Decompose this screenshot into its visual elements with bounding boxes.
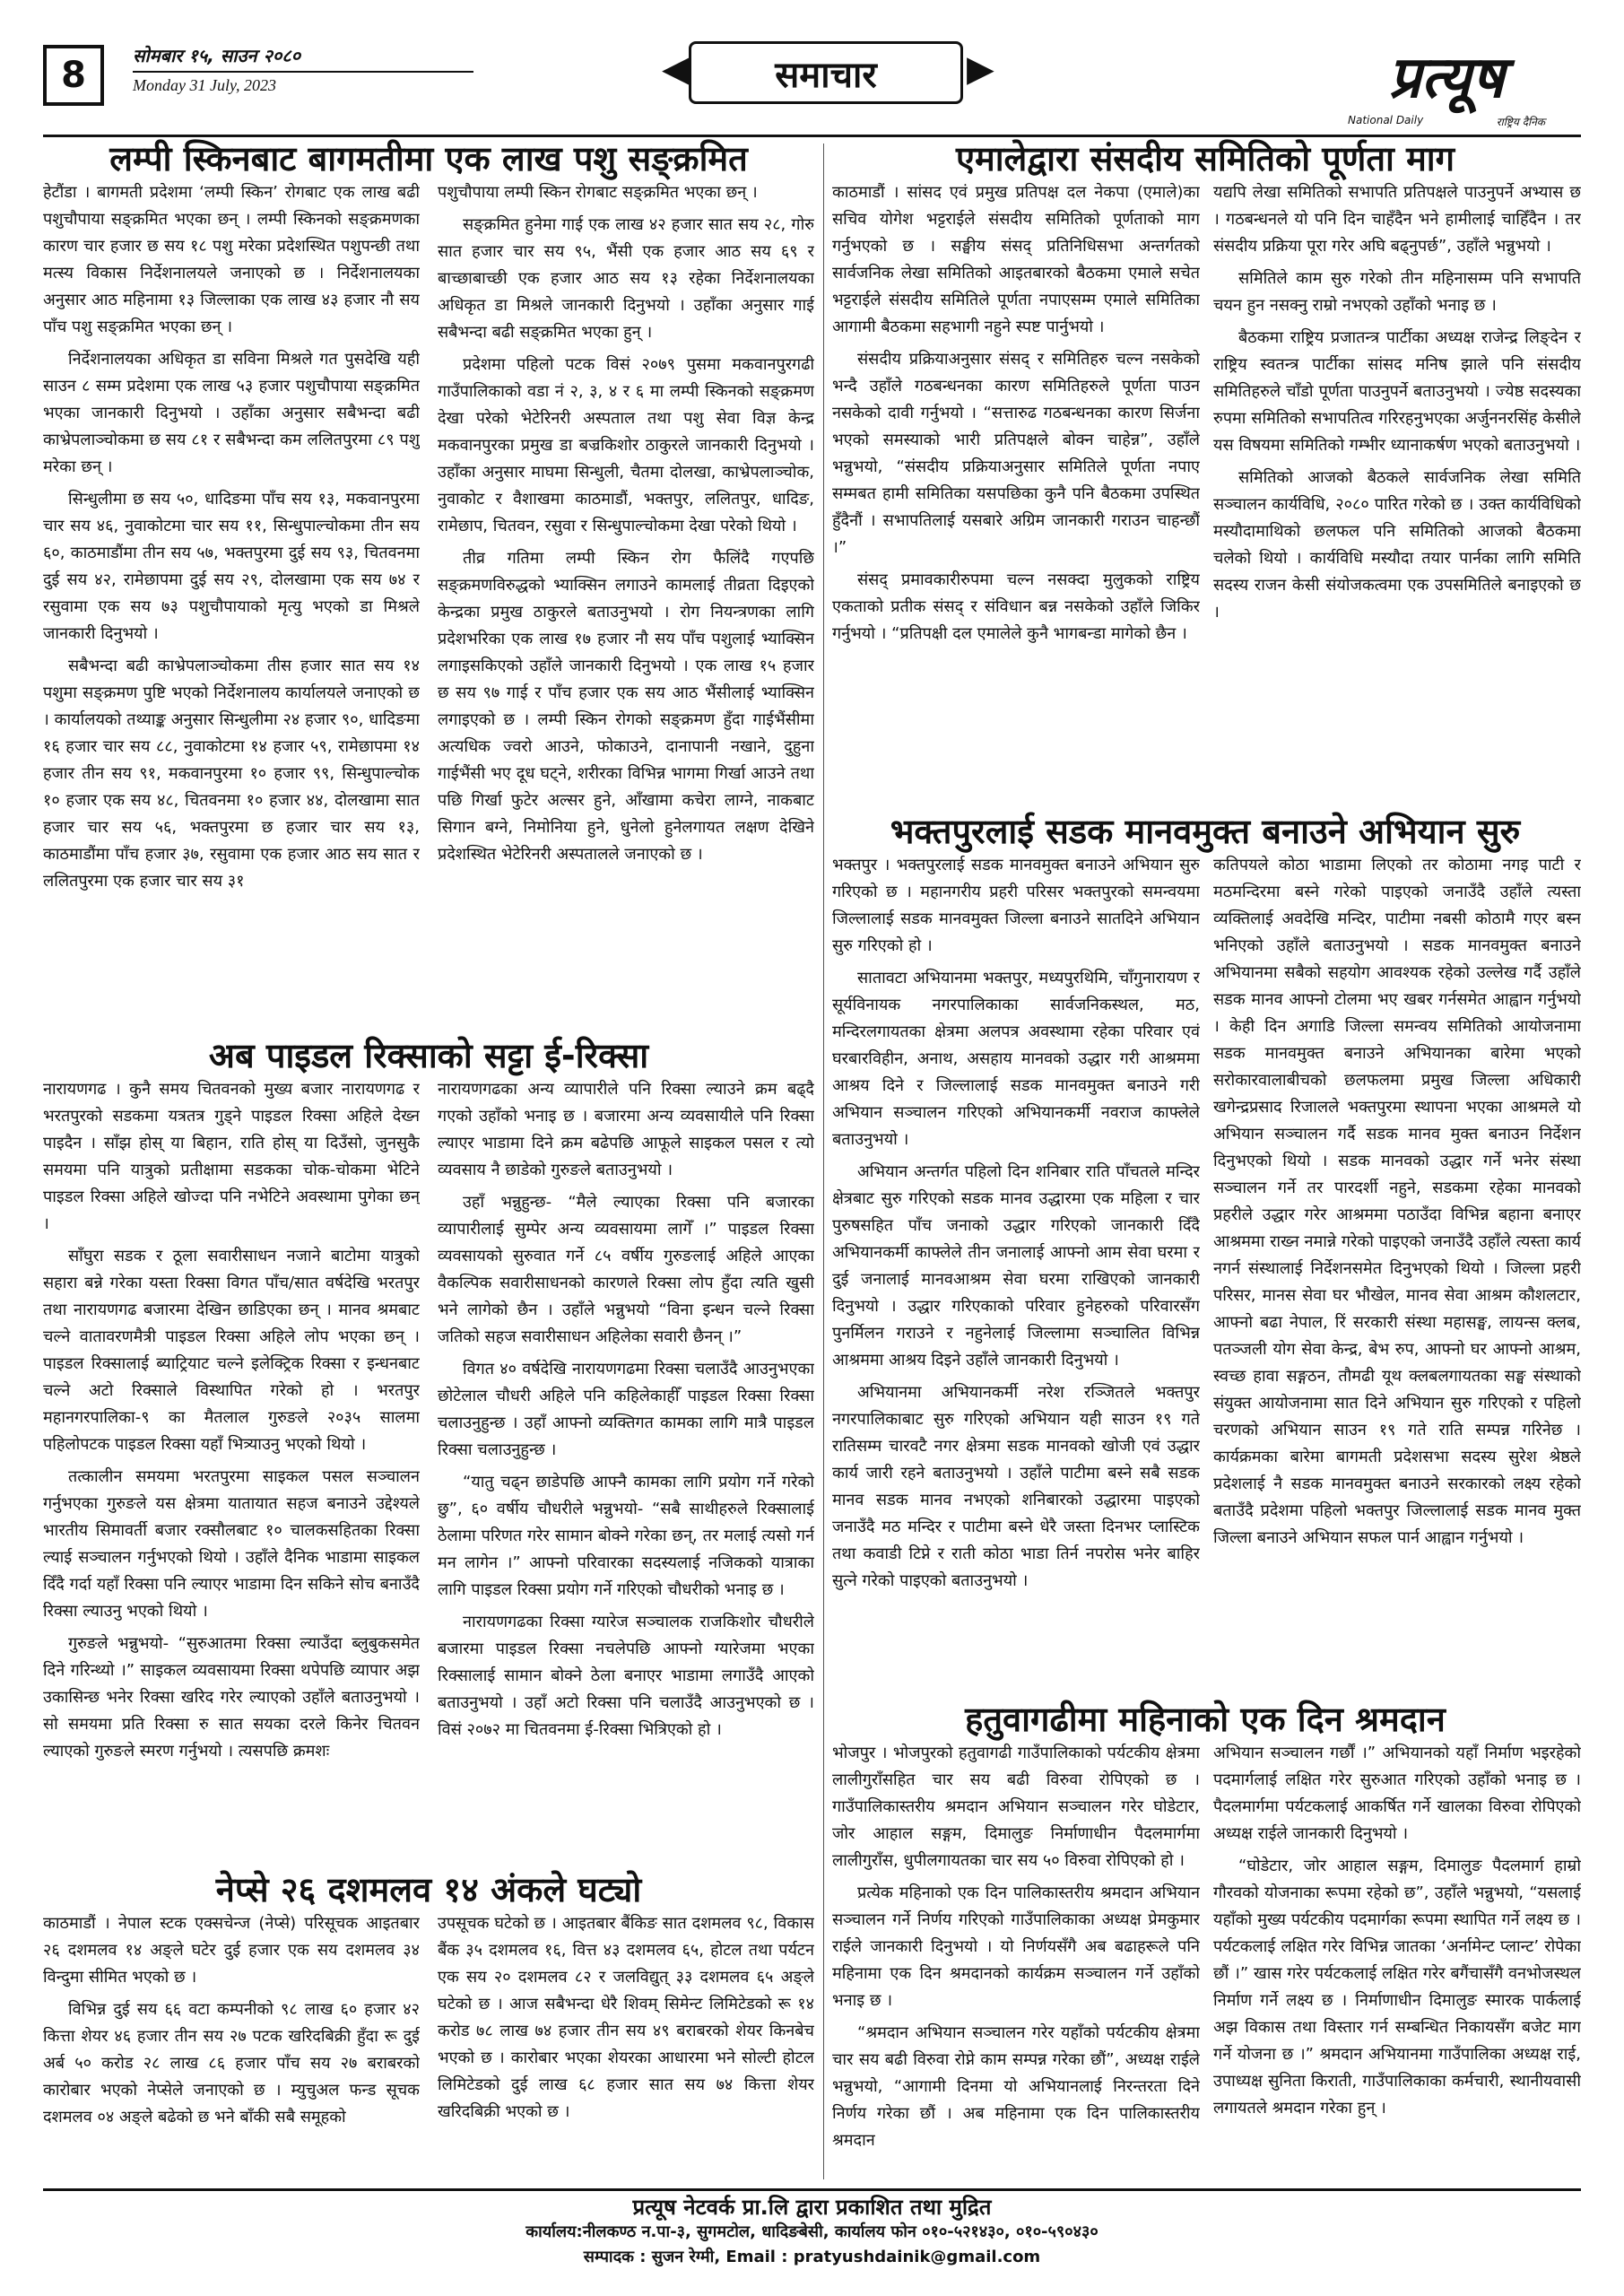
article-headline: अब पाइडल रिक्साको सट्टा ई-रिक्सा (208, 1036, 649, 1075)
paragraph: साँघुरा सडक र ठूला सवारीसाधन नजाने बाटोमा यात्रुको सहारा बन्ने गरेका यस्ता रिक्सा विगत पाँच/सात वर्षदेखि भरतपुर तथा नारायणगढ बजारमा देखिन छाडिएका छन् । मानव श्रमबाट चल्ने वातावरणमैत्री पाइडल रिक्सा अहिले लोप भएका छन् । पाइडल रिक्सालाई ब्याट्रियाट चल्ने इलेक्ट्रिक रिक्सा र इन्धनबाट चल्ने अटो रिक्साले विस्थापित गरेको हो । भरतपुर महानगरपालिका-९ का मैतलाल गुरुङले २०३५ सालमा पहिलोपटक पाइडल रिक्सा यहाँ भित्र्याउनु भएको थियो । (43, 1247, 420, 1454)
paragraph: नारायणगढका रिक्सा ग्यारेज सञ्चालक राजकिशोर चौधरीले बजारमा पाइडल रिक्सा नचलेपछि आफ्नो ग्यारेजमा भएका रिक्सालाई सामान बोक्ने ठेला बनाएर भाडामा लगाउँदै आएको बताउनुभयो । उहाँ अटो रिक्सा पनि चलाउँदै आउनुभएको छ । विसं २०७२ मा चितवनमा ई-रिक्सा भित्रिएको हो । (438, 1613, 814, 1739)
article-headline: एमालेद्वारा संसदीय समितिको पूर्णता माग (955, 139, 1455, 178)
article-body-bhaktapur-col1 (832, 852, 1200, 1695)
paragraph: भक्तपुर । भक्तपुरलाई सडक मानवमुक्त बनाउने अभियान सुरु गरिएको छ । महानगरीय प्रहरी परिसर भक्तपुरको समन्वयमा जिल्लालाई सडक मानवमुक्त जिल्ला बनाउने सातदिने अभियान सुरु गरिएको हो । (832, 856, 1200, 955)
article-body-lumpy-col2 (438, 179, 814, 1058)
article-headline: हतुवागढीमा महिनाको एक दिन श्रमदान (965, 1700, 1446, 1739)
paragraph: विभिन्न दुई सय ६६ वटा कम्पनीको ९८ लाख ६० हजार ४२ कित्ता शेयर ४६ हजार तीन सय २७ पटक खरिदबिक्री हुँदा रू दुई अर्ब ५० करोड २८ लाख ८६ हजार पाँच सय २७ बराबरको कारोबार भएको नेप्सेले जनाएको छ । म्युचुअल फन्ड सूचक दशमलव ०४ अङ्ले बढेको छ भने बाँकी सबै समूहको (43, 2000, 420, 2126)
paragraph: नारायणगढका अन्य व्यापारीले पनि रिक्सा ल्याउने क्रम बढ्दै गएको उहाँको भनाइ छ । बजारमा अन्य व्यवसायीले पनि रिक्सा ल्याएर भाडामा दिने क्रम बढेपछि आफूले साइकल पसल र त्यो व्यवसाय नै छाडेको गुरुङले बताउनुभयो । (438, 1080, 814, 1179)
arrow-right-icon: ▶ (967, 48, 994, 90)
article-body-hatuwagadhi-col2 (1213, 1740, 1581, 2179)
paragraph: “यातु चढ्न छाडेपछि आफ्नै कामका लागि प्रयोग गर्ने गरेको छु”, ६० वर्षीय चौधरीले भन्नुभयो- “सबै साथीहरुले रिक्सालाई ठेलामा परिणत गरेर सामान बोक्ने गरेका छन्, तर मलाई त्यसो गर्न मन लागेन ।” आफ्नो परिवारका सदस्यलाई नजिकको यात्राका लागि पाइडल रिक्सा प्रयोग गर्ने गरिएको चौधरीको भनाइ छ । (438, 1473, 814, 1599)
column-divider (823, 144, 824, 2179)
paragraph: “श्रमदान अभियान सञ्चालन गरेर यहाँको पर्यटकीय क्षेत्रमा चार सय बढी विरुवा रोप्ने काम सम्पन्न गरेका छौं”, अध्यक्ष राईले भन्नुभयो, “आगामी दिनमा यो अभियानलाई निरन्तरता दिने निर्णय गरेका छौं । अब महिनामा एक दिन पालिकास्तरीय श्रमदान (832, 2023, 1200, 2150)
article-body-hatuwagadhi-col1 (832, 1740, 1200, 2179)
paragraph: “घोडेटार, जोर आहाल सङ्गम, दिमालुङ पैदलमार्ग हाम्रो गौरवको योजनाका रूपमा रहेको छ”, उहाँले भन्नुभयो, “यसलाई यहाँको मुख्य पर्यटकीय पदमार्गका रूपमा स्थापित गर्ने लक्ष्य छ । पर्यटकलाई लक्षित गरेर विभिन्न जातका ‘अर्नामेन्ट प्लान्ट’ रोपेका छौं ।” खास गरेर पर्यटकलाई लक्षित गरेर बगैंचासँगै वनभोजस्थल निर्माण गर्ने लक्ष्य छ । निर्माणाधीन दिमालुङ स्मारक पार्कलाई अझ विकास तथा विस्तार गर्न सम्बन्धित निकायसँग बजेट माग गर्ने योजना छ ।” श्रमदान अभियानमा गाउँपालिका अध्यक्ष राई, उपाध्यक्ष सुनिता किराती, गाउँपालिकाका कर्मचारी, स्थानीयवासी लगायतले श्रमदान गरेका हुन् । (1213, 1857, 1581, 2118)
paragraph: उहाँ भन्नुहुन्छ- “मैले ल्याएका रिक्सा पनि बजारका व्यापारीलाई सुम्पेर अन्य व्यवसायमा लागेँ ।” पाइडल रिक्सा व्यवसायको सुरुवात गर्ने ८५ वर्षीय गुरुङलाई अहिले आएका वैकल्पिक सवारीसाधनको कारणले रिक्सा लोप हुँदा त्यति खुसी भने लागेको छैन । उहाँले भन्नुभयो “विना इन्धन चल्ने रिक्सा जतिको सहज सवारीसाधन अहिलेका सवारी छैनन् ।” (438, 1193, 814, 1346)
paragraph: समितिको आजको बैठकले सार्वजनिक लेखा समिति सञ्चालन कार्यविधि, २०८० पारित गरेको छ । उक्त कार्यविधिको मस्यौदामाथिको छलफल पनि समितिको आजको बैठकमा चलेको थियो । कार्यविधि मस्यौदा तयार पार्नका लागि समिति सदस्य राजन केसी संयोजकत्वमा एक उपसमितिले बनाइएको छ । (1213, 468, 1581, 622)
page-header (43, 36, 1581, 133)
arrow-left-icon: ◀ (662, 48, 690, 90)
paragraph: सातावटा अभियानमा भक्तपुर, मध्यपुरथिमि, चाँगुनारायण र सूर्यविनायक नगरपालिकाका सार्वजनिकस्थल, मठ, मन्दिरलगायतका क्षेत्रमा अलपत्र अवस्थामा रहेका परिवार एवं घरबारविहीन, अनाथ, असहाय मानवको उद्धार गरी आश्रममा आश्रय दिने र जिल्लालाई सडक मानवमुक्त बनाउने गरी अभियान सञ्चालन गरिएको अभियानकर्मी नवराज काफ्लेले बताउनुभयो । (832, 969, 1200, 1149)
paragraph: बैठकमा राष्ट्रिय प्रजातन्त्र पार्टीका अध्यक्ष राजेन्द्र लिङ्देन र राष्ट्रिय स्वतन्त्र पार्टीका सांसद मनिष झाले पनि संसदीय समितिहरुले चाँडो पूर्णता पाउनुपर्ने बताउनुभयो । ज्येष्ठ सदस्यका रुपमा समितिको सभापतित्व गरिरहनुभएका अर्जुननरसिंह केसीले यस विषयमा समितिको गम्भीर ध्यानाकर्षण भएको बताउनुभयो । (1213, 328, 1581, 455)
paragraph: कतिपयले कोठा भाडामा लिएको तर कोठामा नगइ पाटी र मठमन्दिरमा बस्ने गरेको पाइएको जनाउँदै उहाँले त्यस्ता व्यक्तिलाई अवदेखि मन्दिर, पाटीमा नबसी कोठामै गएर बस्न भनिएको उहाँले बताउनुभयो । सडक मानवमुक्त बनाउने अभियानमा सबैको सहयोग आवश्यक रहेको उल्लेख गर्दै उहाँले सडक मानव आफ्नो टोलमा भए खबर गर्नसमेत आह्वान गर्नुभयो । केही दिन अगाडि जिल्ला समन्वय समितिको आयोजनामा सडक मानवमुक्त बनाउने अभियानका बारेमा भएको सरोकारवालाबीचको छलफलमा प्रमुख जिल्ला अधिकारी खगेन्द्रप्रसाद रिजालले भक्तपुरमा स्थापना भएका आश्रमले यो अभियान सञ्चालन गर्दै सडक मानव मुक्त बनाउन निर्देशन दिनुभएको थियो । सडक मानवको उद्धार गर्ने भनेर संस्था सञ्चालन गर्ने तर पारदर्शी नहुने, सडकमा रहेका मानवको प्रहरीले उद्धार गरेर आश्रममा पठाउँदा विभिन्न बहाना बनाएर आश्रममा राख्न नमान्ने गरेको पाइएको जनाउँदै उहाँले त्यस्ता कार्य नगर्न संस्थालाई निर्देशनसमेत दिनुभएको थियो । जिल्ला प्रहरी परिसर, मानस सेवा घर भौखेल, मानव सेवा आश्रम कौशलटार, आफ्नो बढा नेपाल, रिं सरकारी संस्था महासङ्घ, लायन्स क्लब, पतञ्जली योग सेवा केन्द्र, बेभ रुप, आफ्नो घर आफ्नो आश्रम, स्वच्छ हावा सङ्गठन, तौमढी यूथ क्लबलगायतका सङ्घ संस्थाको संयुक्त आयोजनामा सात दिने अभियान सुरु गरिएको र पहिलो चरणको अभियान साउन १९ गते राति सम्पन्न गरिनेछ । कार्यक्रमका बारेमा बागमती प्रदेशसभा सदस्य सुरेश श्रेष्ठले प्रदेशलाई नै सडक मानवमुक्त बनाउने सरकारको लक्ष्य रहेको बताउँदै प्रदेशमा पहिलो भक्तपुर जिल्लालाई सडक मानव मुक्त जिल्ला बनाउने अभियान सफल पार्न आह्वान गर्नुभयो । (1213, 856, 1581, 1547)
paragraph: प्रत्येक महिनाको एक दिन पालिकास्तरीय श्रमदान अभियान सञ्चालन गर्ने निर्णय गरिएको गाउँपालिकाका अध्यक्ष प्रेमकुमार राईले जानकारी दिनुभयो । यो निर्णयसँगै अब बढाहरूले पनि महिनामा एक दिन श्रमदानको कार्यक्रम सञ्चालन गर्ने उहाँको भनाइ छ । (832, 1883, 1200, 2010)
masthead-tag-np: राष्ट्रिय दैनिक (1496, 116, 1545, 128)
footer-publisher: प्रत्यूष नेटवर्क प्रा.लि द्वारा प्रकाशित तथा मुद्रित (632, 2195, 992, 2220)
paragraph: यद्यपि लेखा समितिको सभापति प्रतिपक्षले पाउनुपर्ने अभ्यास छ । गठबन्धनले यो पनि दिन चाहँदैन भने हामीलाई चाहिँदैन । तर संसदीय प्रक्रिया पूरा गरेर अघि बढ्नुपर्छ”, उहाँले भन्नुभयो । (1213, 183, 1581, 256)
section-label: समाचार (689, 41, 963, 104)
paragraph: सङ्क्रमित हुनेमा गाई एक लाख ४२ हजार सात सय २८, गोरु सात हजार चार सय ९५, भैंसी एक हजार आठ सय ६९ र बाच्छाबाच्छी एक हजार आठ सय १३ रहेका निर्देशनालयका अधिकृत डा मिश्रले जानकारी दिनुभयो । उहाँका अनुसार गाई सबैभन्दा बढी सङ्क्रमित भएका हुन् । (438, 215, 814, 342)
paragraph: गुरुङले भन्नुभयो- “सुरुआतमा रिक्सा ल्याउँदा ब्लुबुकसमेत दिने गरिन्थ्यो ।” साइकल व्यवसायमा रिक्सा थपेपछि व्यापार अझ उकासिन्छ भनेर रिक्सा खरिद गरेर ल्याएको उहाँले बताउनुभयो । सो समयमा प्रति रिक्सा रु सात सयका दरले किनेर चितवन ल्याएको गुरुङले स्मरण गर्नुभयो । त्यसपछि क्रमशः (43, 1634, 420, 1761)
masthead-name: प्रत्यूष (1388, 44, 1505, 111)
date-nepali: सोमबार १५, साउन २०८० (133, 43, 473, 73)
article-body-nepse-col2 (438, 1910, 814, 2179)
paragraph: नारायणगढ । कुनै समय चितवनको मुख्य बजार नारायणगढ र भरतपुरको सडकमा यत्रतत्र गुड्ने पाइडल रिक्सा अहिले देख्न पाइदैन । साँझ होस् या बिहान, राति होस् या दिउँसो, जुनसुकै समयमा पनि यात्रुको प्रतीक्षामा सडकका चोक-चोकमा भेटिने पाइडल रिक्सा अहिले खोज्दा पनि नभेटिने अवस्थामा पुगेका छन् । (43, 1080, 420, 1233)
paragraph: तीव्र गतिमा लम्पी स्किन रोग फैलिंदै गएपछि सङ्क्रमणविरुद्धको भ्याक्सिन लगाउने कामलाई तीव्रता दिइएको केन्द्रका प्रमुख ठाकुरले बताउनुभयो । रोग नियन्त्रणका लागि प्रदेशभरिका एक लाख १७ हजार नौ सय पाँच पशुलाई भ्याक्सिन लगाइसकिएको उहाँले जानकारी दिनुभयो । एक लाख १५ हजार छ सय ९७ गाई र पाँच हजार एक सय आठ भैंसीलाई भ्याक्सिन लगाइएको छ । लम्पी स्किन रोगको सङ्क्रमण हुँदा गाईभैंसीमा अत्यधिक ज्वरो आउने, फोकाउने, दानापानी नखाने, दुहुना गाईभैंसी भए दूध घट्ने, शरीरका विभिन्न भागमा गिर्खा आउने तथा पछि गिर्खा फुटेर अल्सर हुने, आँखामा कचेरा लाग्ने, नाकबाट सिगान बग्ने, निमोनिया हुने, धुनेलो हुनेलगायत लक्षण देखिने प्रदेशस्थित भेटेरिनरी अस्पतालले जनाएको छ । (438, 549, 814, 864)
paragraph: विगत ४० वर्षदेखि नारायणगढमा रिक्सा चलाउँदै आउनुभएका छोटेलाल चौधरी अहिले पनि कहिलेकाहीँ पाइडल रिक्सा रिक्सा चलाउनुहुन्छ । उहाँ आफ्नो व्यक्तिगत कामका लागि मात्रै पाइडल रिक्सा चलाउनुहुन्छ । (438, 1360, 814, 1459)
paragraph: अभियानमा अभियानकर्मी नरेश रञ्जितले भक्तपुर नगरपालिकाबाट सुरु गरिएको अभियान यही साउन १९ गते रातिसम्म चारवटै नगर क्षेत्रमा सडक मानवको खोजी एवं उद्धार कार्य जारी रहने बताउनुभयो । उहाँले पाटीमा बस्ने सबै सडक मानव सडक मानव नभएको शनिबारको उद्धारमा पाइएको जनाउँदै मठ मन्दिर र पाटीमा बस्ने धेरै जस्ता दिनभर प्लास्टिक तथा कवाडी टिप्ने र राती कोठा भाडा तिर्न नपरोस भनेर बाहिर सुत्ने गरेको पाइएको बताउनुभयो । (832, 1383, 1200, 1590)
masthead-tag-en: National Daily (1348, 114, 1424, 126)
article-body-uml-col1 (832, 179, 1200, 807)
footer-editor: सम्पादक : सुजन रेग्मी, Email : pratyushdainik@gmail.com (583, 2248, 1041, 2266)
paragraph: निर्देशनालयका अधिकृत डा सविना मिश्रले गत पुसदेखि यही साउन ८ सम्म प्रदेशमा एक लाख ५३ हजार पशुचौपाया सङ्क्रमित भएका जानकारी दिनुभयो । उहाँका अनुसार सबैभन्दा बढी काभ्रेपलाञ्चोकमा छ सय ८१ र सबैभन्दा कम ललितपुरमा ८९ पशु मरेका छन् । (43, 350, 420, 476)
paragraph: हेटौंडा । बागमती प्रदेशमा ‘लम्पी स्किन’ रोगबाट एक लाख बढी पशुचौपाया सङ्क्रमित भएका छन् । लम्पी स्किनको सङ्क्रमणका कारण चार हजार छ सय १८ पशु मरेका प्रदेशस्थित पशुपन्छी तथा मत्स्य विकास निर्देशनालयले जनाएको छ । निर्देशनालयका अनुसार आठ महिनामा १३ जिल्लाका एक लाख ४३ हजार नौ सय पाँच पशु सङ्क्रमित भएका छन् । (43, 183, 420, 336)
paragraph: सबैभन्दा बढी काभ्रेपलाञ्चोकमा तीस हजार सात सय १४ पशुमा सङ्क्रमण पुष्टि भएको निर्देशनालय कार्यालयले जनाएको छ । कार्यालयको तथ्याङ्क अनुसार सिन्धुलीमा २४ हजार ९०, धादिङमा १६ हजार चार सय ८८, नुवाकोटमा १४ हजार ५९, रामेछापमा १४ हजार तीन सय ९१, मकवानपुरमा १० हजार ९९, सिन्धुपाल्चोक १० हजार एक सय ४८, चितवनमा १० हजार ४४, दोलखामा सात हजार चार सय ५६, भक्तपुरमा छ हजार चार सय १३, काठमाडौंमा पाँच हजार ३७, रसुवामा एक हजार आठ सय सात र ललितपुरमा एक हजार चार सय ३१ (43, 657, 420, 891)
article-body-uml-col2 (1213, 179, 1581, 807)
paragraph: उपसूचक घटेको छ । आइतबार बैंकिङ सात दशमलव ९८, विकास बैंक ३५ दशमलव १६, वित्त ४३ दशमलव ६५, होटल तथा पर्यटन एक सय २० दशमलव ८२ र जलविद्युत् ३३ दशमलव ६५ अङ्ले घटेको छ । आज सबैभन्दा धेरै शिवम् सिमेन्ट लिमिटेडको रू १४ करोड ७८ लाख ७४ हजार तीन सय ४९ बराबरको शेयर किनबेच भएको छ । कारोबार भएका शेयरका आधारमा भने सोल्टी होटल लिमिटेडको दुई लाख ६८ हजार सात सय ७४ कित्ता शेयर खरिदबिक्री भएको छ । (438, 1914, 814, 2121)
article-headline: नेप्से २६ दशमलव १४ अंकले घट्यो (215, 1870, 642, 1909)
paragraph: तत्कालीन समयमा भरतपुरमा साइकल पसल सञ्चालन गर्नुभएका गुरुङले यस क्षेत्रमा यातायात सहज बनाउने उद्देश्यले भारतीय सिमावर्ती बजार रक्सौलबाट १० चालकसहितका रिक्सा ल्याई सञ्चालन गर्नुभएको थियो । उहाँले दैनिक भाडामा साइकल दिँदै गर्दा यहाँ रिक्सा पनि ल्याएर भाडामा दिन सकिने सोच बनाउँदै रिक्सा ल्याउनु भएको थियो । (43, 1467, 420, 1621)
paragraph: अभियान अन्तर्गत पहिलो दिन शनिबार राति पाँचतले मन्दिर क्षेत्रबाट सुरु गरिएको सडक मानव उद्धारमा एक महिला र चार पुरुषसहित पाँच जनाको उद्धार गरिएको जानकारी दिँदै अभियानकर्मी काफ्लेले तीन जनालाई आफ्नो आम सेवा घरमा र दुई जनालाई मानवआश्रम सेवा घरमा राखिएको जानकारी दिनुभयो । उद्धार गरिएकाको परिवार हुनेहरुको परिवारसँग पुनर्मिलन गराउने र नहुनेलाई जिल्लामा सञ्चालित विभिन्न आश्रममा आश्रय दिइने उहाँले जानकारी दिनुभयो । (832, 1162, 1200, 1370)
paragraph: समितिले काम सुरु गरेको तीन महिनासम्म पनि सभापति चयन हुन नसक्नु राम्रो नभएको उहाँको भनाइ छ । (1213, 269, 1581, 315)
paragraph: संसद् प्रमावकारीरुपमा चल्न नसक्दा मुलुकको राष्ट्रिय एकताको प्रतीक संसद् र संविधान बन्न नसकेको उहाँले जिकिर गर्नुभयो । “प्रतिपक्षी दल एमालेले कुनै भागबन्डा मागेको छैन । (832, 570, 1200, 643)
date-box (133, 43, 473, 95)
paragraph: अभियान सञ्चालन गर्छौं ।” अभियानको यहाँ निर्माण भइरहेको पदमार्गलाई लक्षित गरेर सुरुआत गरिएको उहाँको भनाइ छ । पैदलमार्गमा पर्यटकलाई आकर्षित गर्ने खालका विरुवा रोपिएको अध्यक्ष राईले जानकारी दिनुभयो । (1213, 1744, 1581, 1843)
masthead-logo (1312, 36, 1581, 126)
page-footer (43, 2188, 1581, 2277)
article-body-bhaktapur-col2 (1213, 852, 1581, 1695)
article-body-rickshaw-col2 (438, 1076, 814, 1866)
article-body-nepse-col1 (43, 1910, 420, 2179)
date-english: Monday 31 July, 2023 (133, 76, 276, 94)
footer-office: कार्यालय:नीलकण्ठ न.पा-३, सुगमटोल, धादिङबेसी, कार्यालय फोन ०१०-५२१४३०, ०१०-५९०४३० (525, 2222, 1099, 2241)
paragraph: भोजपुर । भोजपुरको हतुवागढी गाउँपालिकाको पर्यटकीय क्षेत्रमा लालीगुराँसहित चार सय बढी विरुवा रोपिएको छ । गाउँपालिकास्तरीय श्रमदान अभियान सञ्चालन गरेर घोडेटार, जोर आहाल सङ्गम, दिमालुङ निर्माणाधीन पैदलमार्गमा लालीगुराँस, धुपीलगायतका चार सय ५० विरुवा रोपिएको हो । (832, 1744, 1200, 1870)
paragraph: काठमाडौं । नेपाल स्टक एक्सचेन्ज (नेप्से) परिसूचक आइतबार २६ दशमलव १४ अङ्ले घटेर दुई हजार एक सय दशमलव ३४ विन्दुमा सीमित भएको छ । (43, 1914, 420, 1987)
paragraph: सिन्धुलीमा छ सय ५०, धादिङमा पाँच सय १३, मकवानपुरमा चार सय ४६, नुवाकोटमा चार सय ११, सिन्धुपाल्चोकमा तीन सय ६०, काठमाडौंमा तीन सय ५७, भक्तपुरमा दुई सय ९३, चितवनमा दुई सय ४२, रामेछापमा दुई सय २९, दोलखामा एक सय ७४ र रसुवामा एक सय ७३ पशुचौपायाको मृत्यु भएको डा मिश्रले जानकारी दिनुभयो । (43, 490, 420, 643)
page-number: 8 (43, 45, 104, 106)
article-body-lumpy-col1 (43, 179, 420, 1058)
article-body-rickshaw-col1 (43, 1076, 420, 1866)
paragraph: प्रदेशमा पहिलो पटक विसं २०७९ पुसमा मकवानपुरगढी गाउँपालिकाको वडा नं २, ३, ४ र ६ मा लम्पी स्किनको सङ्क्रमण देखा परेको भेटेरिनरी अस्पताल तथा पशु सेवा विज्ञ केन्द्र मकवानपुरका प्रमुख डा बज्रकिशोर ठाकुरले जानकारी दिनुभयो । उहाँका अनुसार माघमा सिन्धुली, चैतमा दोलखा, काभ्रेपलाञ्चोक, नुवाकोट र वैशाखमा काठमाडौं, भक्तपुर, ललितपुर, धादिङ, रामेछाप, चितवन, रसुवा र सिन्धुपाल्चोकमा देखा परेको थियो । (438, 355, 814, 535)
article-headline: लम्पी स्किनबाट बागमतीमा एक लाख पशु सङ्क्रमित (109, 139, 748, 178)
article-headline: भक्तपुरलाई सडक मानवमुक्त बनाउने अभियान सुरु (890, 812, 1521, 851)
paragraph: काठमाडौं । सांसद एवं प्रमुख प्रतिपक्ष दल नेकपा (एमाले)का सचिव योगेश भट्टराईले संसदीय समितिको पूर्णताको माग गर्नुभएको छ । सङ्घीय संसद् प्रतिनिधिसभा अन्तर्गतको सार्वजनिक लेखा समितिको आइतबारको बैठकमा एमाले सचेत भट्टराईले संसदीय समितिले पूर्णता नपाएसम्म एमाले समितिका आगामी बैठकमा सहभागी नहुने स्पष्ट पार्नुभयो । (832, 183, 1200, 336)
paragraph: पशुचौपाया लम्पी स्किन रोगबाट सङ्क्रमित भएका छन् । (438, 183, 758, 202)
paragraph: संसदीय प्रक्रियाअनुसार संसद् र समितिहरु चल्न नसकेको भन्दै उहाँले गठबन्धनका कारण समितिहरुले पूर्णता पाउन नसकेको दावी गर्नुभयो । “सत्तारुढ गठबन्धनका कारण सिर्जना भएको समस्याको भारी प्रतिपक्षले बोक्न चाहेन्न”, उहाँले भन्नुभयो, “संसदीय प्रक्रियाअनुसार समितिले पूर्णता नपाए सम्मबत हामी समितिका यसपछिका कुनै पनि बैठकमा उपस्थित हुँदैनौं । सभापतिलाई यसबारे अग्रिम जानकारी गराउन चाहन्छौं ।” (832, 350, 1200, 557)
